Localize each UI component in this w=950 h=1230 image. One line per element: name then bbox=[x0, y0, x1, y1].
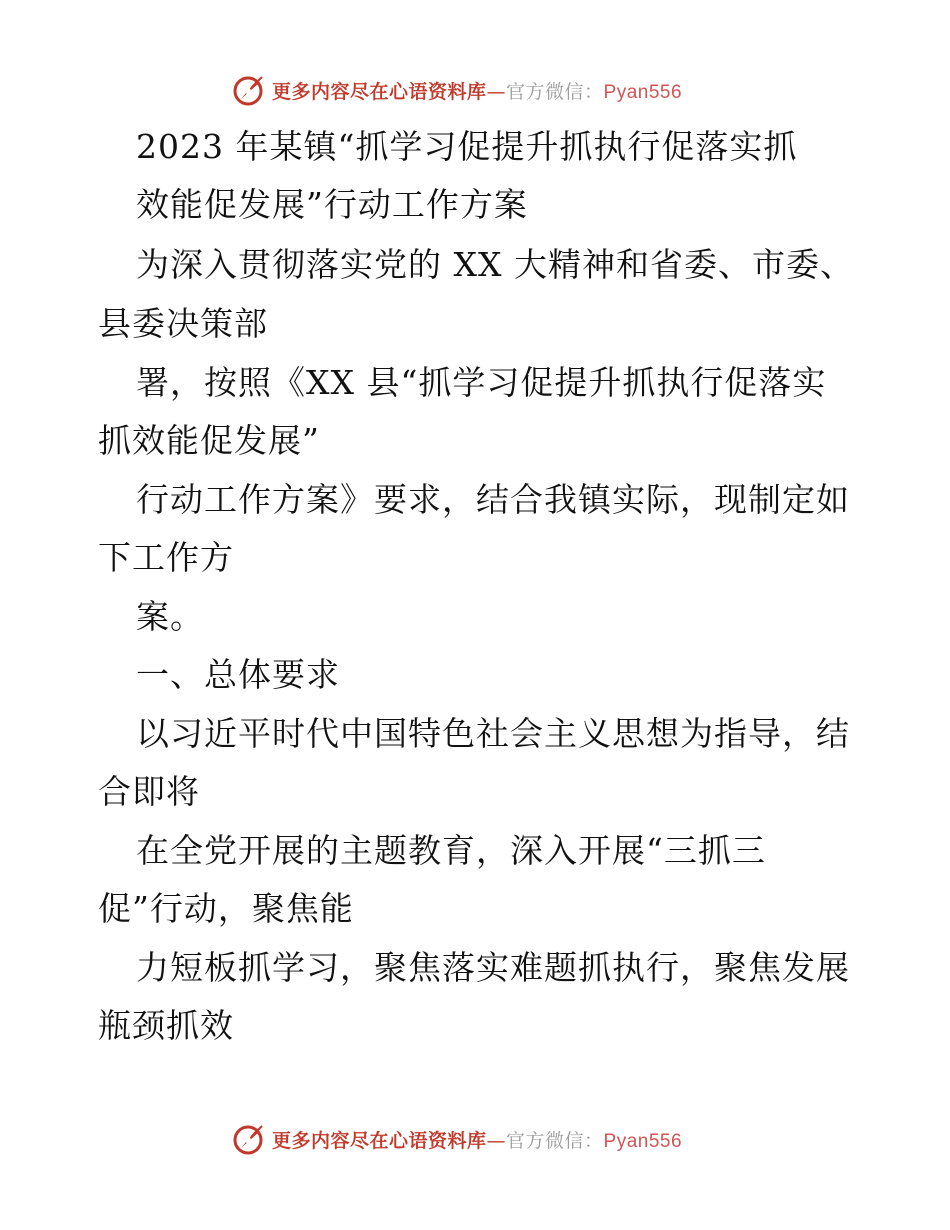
paragraph-line: 为深入贯彻落实党的 XX 大精神和省委、市委、 bbox=[136, 245, 854, 284]
watermark-wechat-id: Pyan556 bbox=[603, 81, 683, 103]
watermark-official-label: 官方微信： bbox=[506, 1129, 604, 1152]
watermark-official-label: 官方微信： bbox=[506, 80, 604, 103]
watermark-brand: 更多内容尽在心语资料库 bbox=[272, 1129, 487, 1152]
header-watermark bbox=[232, 70, 682, 110]
paragraph-line: 署，按照《XX 县“抓学习促提升抓执行促落实 bbox=[136, 363, 827, 402]
paragraph-line: 合即将 bbox=[98, 772, 200, 811]
section-heading: 一、总体要求 bbox=[136, 655, 340, 694]
watermark-dash: — bbox=[486, 80, 507, 103]
paragraph-line: 行动工作方案》要求，结合我镇实际，现制定如 bbox=[136, 480, 850, 519]
document-title-line-1: 2023 年某镇“抓学习促提升抓执行促落实抓 bbox=[136, 127, 798, 166]
paragraph-line: 以习近平时代中国特色社会主义思想为指导，结 bbox=[136, 714, 850, 753]
footer-watermark bbox=[232, 1119, 682, 1159]
watermark-brand: 更多内容尽在心语资料库 bbox=[272, 80, 487, 103]
quill-logo-icon bbox=[232, 73, 266, 107]
paragraph-line: 下工作方 bbox=[98, 538, 234, 577]
paragraph-line: 抓效能促发展” bbox=[98, 421, 320, 460]
paragraph-line: 瓶颈抓效 bbox=[98, 1006, 234, 1045]
quill-logo-icon bbox=[232, 1122, 266, 1156]
paragraph-line: 力短板抓学习，聚焦落实难题抓执行，聚焦发展 bbox=[136, 948, 850, 987]
paragraph-line: 促”行动，聚焦能 bbox=[98, 889, 354, 928]
paragraph-line: 县委决策部 bbox=[98, 304, 268, 343]
watermark-dash: — bbox=[486, 1129, 507, 1152]
watermark-text bbox=[272, 77, 682, 104]
document-title-line-2: 效能促发展”行动工作方案 bbox=[136, 185, 528, 224]
watermark-wechat-id: Pyan556 bbox=[603, 1130, 683, 1152]
paragraph-line: 案。 bbox=[136, 597, 204, 636]
watermark-text bbox=[272, 1126, 682, 1153]
paragraph-line: 在全党开展的主题教育，深入开展“三抓三 bbox=[136, 831, 766, 870]
